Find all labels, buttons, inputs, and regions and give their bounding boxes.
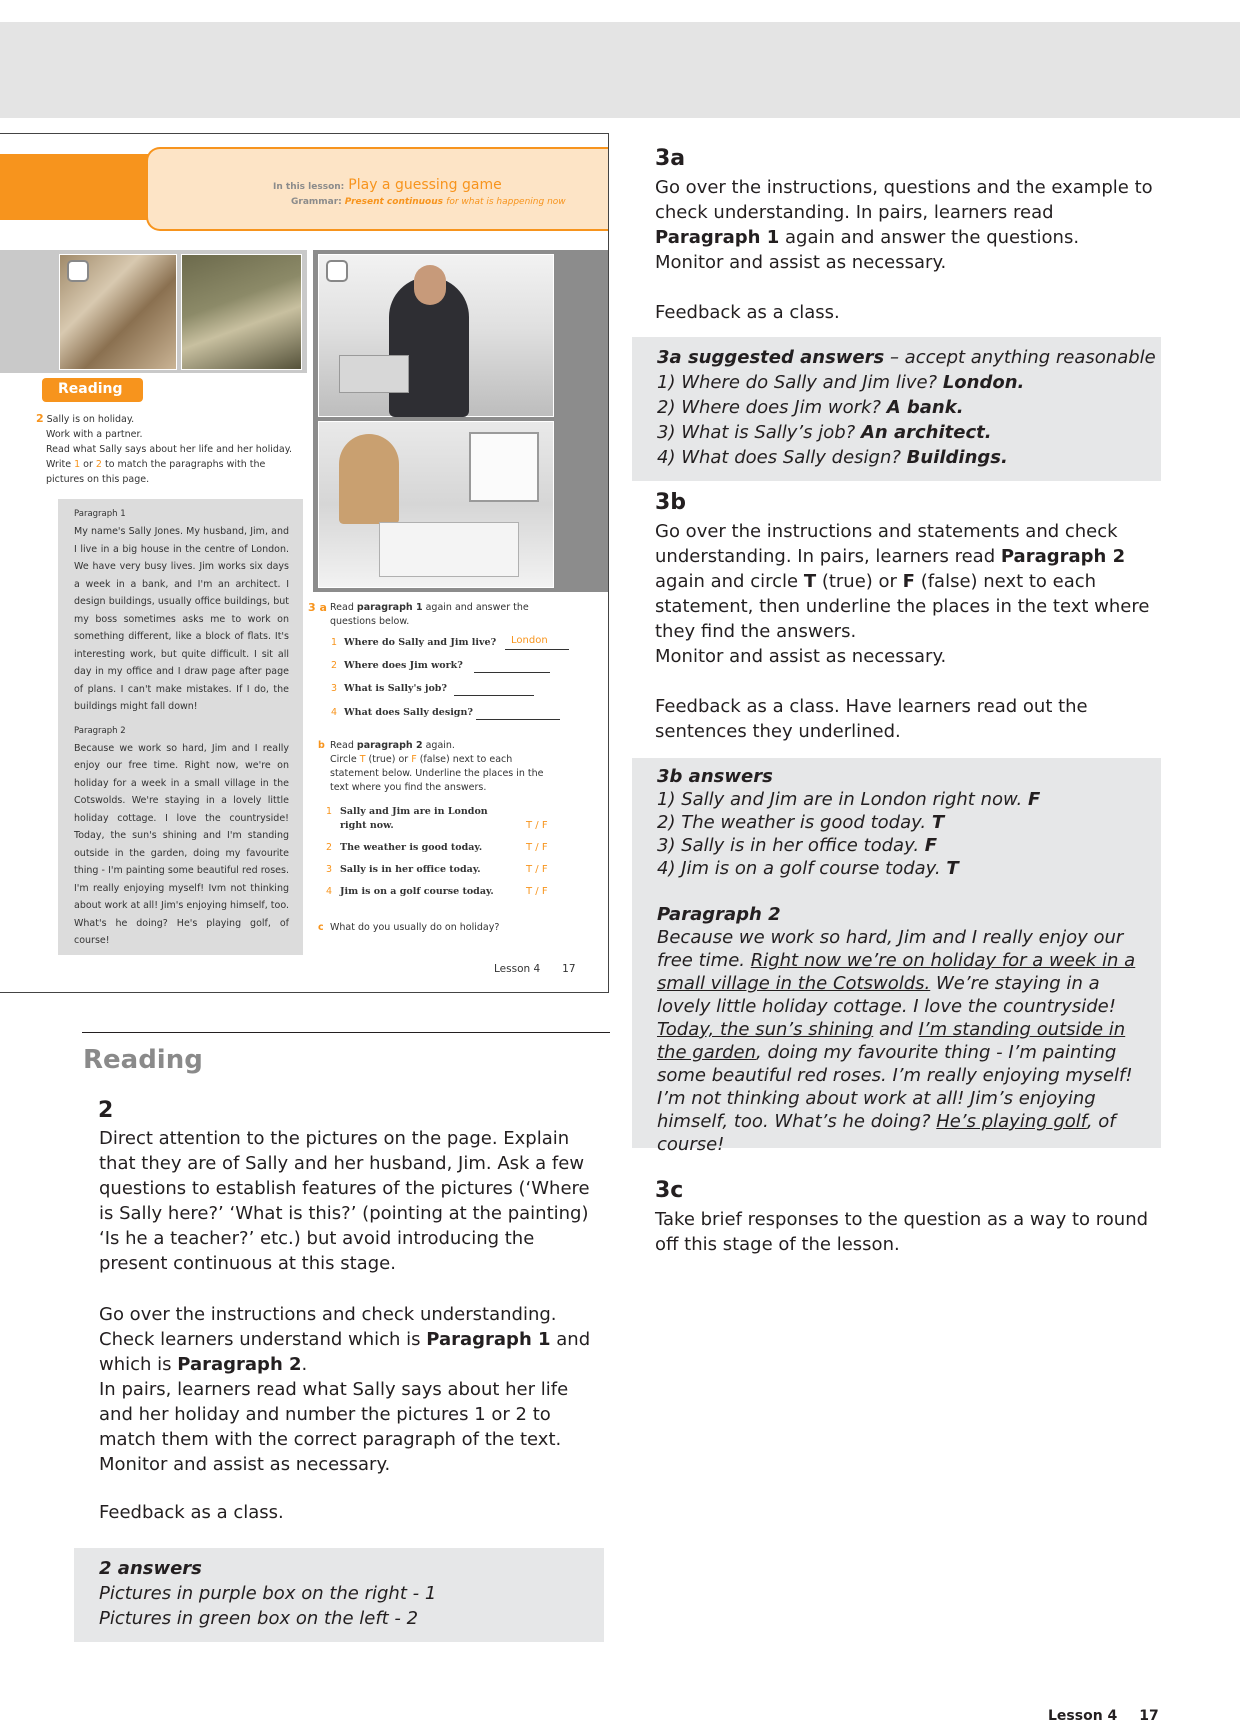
student-book-footer: Lesson 4 17 bbox=[494, 963, 576, 975]
s2-paragraph-3: In pairs, learners read what Sally says about her life and her holiday and number the pictures 1 or 2 to match them with the correct paragraph of the text. bbox=[99, 1379, 569, 1450]
paragraph-2-title: Paragraph 2 bbox=[657, 904, 781, 925]
heading-3a: 3a bbox=[655, 146, 686, 171]
paragraph-2-text: Because we work so hard, Jim and I really enjoy our free time. Right now, we're on holiday for a week in a small village in the Cotswolds. We're staying in a lovely little holiday cottage. I love the countryside! Today, the sun's shining and I'm standing outside in the garden, doing my favourite thing - I'm painting some beautiful red roses. I'm really enjoying myself! Ivm not thinking about work at all! Jim's enjoying himself, too. What's he doing? He's playing golf, of course! bbox=[74, 742, 289, 946]
plans-sheet bbox=[379, 522, 519, 577]
lesson-aim: In this lesson: Play a guessing game bbox=[273, 177, 502, 193]
reading-tab: Reading bbox=[42, 378, 143, 402]
s3a-paragraph-3: Feedback as a class. bbox=[655, 302, 840, 323]
exercise-2-instructions: 2 Sally is on holiday. Work with a partner. Read what Sally says about her life and her holiday. Write 1 or 2 to match the paragraphs with the pictures on this page. bbox=[36, 412, 293, 485]
paragraph-2-heading: Paragraph 2 bbox=[74, 725, 126, 736]
s2-paragraph-1: Direct attention to the pictures on the page. Explain that they are of Sally and her husband, Jim. Ask a few questions to establish features of the pictures (‘Where is Sally here?’ ‘What is this?’ (pointing at the painting) ‘Is he a teacher?’ etc.) but avoid introducing the present continuous at this stage. bbox=[99, 1128, 590, 1274]
s3b-paragraph-2: Monitor and assist as necessary. bbox=[655, 646, 947, 667]
lesson-tab bbox=[0, 154, 150, 220]
answer-blank bbox=[476, 707, 560, 720]
lesson-grammar: Grammar: Present continuous for what is happening now bbox=[291, 197, 566, 207]
heading-3c: 3c bbox=[655, 1178, 684, 1203]
student-book-page: In this lesson: Play a guessing game Grammar: Present continuous for what is happening now Reading 2 Sally is on holiday. Work with a partner. Read what Sally says about her life and her holiday. Write 1 or 2 to match the paragraphs with the pictures on this page. Paragraph 1 My name's Sally Jones. My husband, Jim, and I live in a big house in the centre of London. We have very busy lives. Jim works six days a week in a bank, and I'm an architect. I design buildings, usually office buildings, but my boss sometimes asks me to work on something different, like a block of flats. It's interesting work, but quite difficult. I sit all day in my office and I draw page after page of plans. I can't make mistakes. If I do, the buildings might fall down! Paragraph 2 Because we work so hard, Jim and I really enjoy our free time. Right now, we're on holiday for a week in a small village in the Cotswolds. We're staying in a lovely little holiday cottage. I love the countryside! Today, the sun's shining and I'm standing outside in the garden, doing my favourite thing - I'm painting some beautiful red roses. I'm really enjoying myself! Ivm not thinking about work at all! Jim's enjoying himself, too. What's he doing? He's playing golf, of course! 3 a Read paragraph 1 again and answer the questions below. 1 Where do Sally and Jim live? London 2 Where does Jim work? 3 What is Sally's job? 4 What does Sally design? b Read paragraph 2 again. Circle T (true) or F (false) next to each statement below. Underline the places in the text where you find the answers. 1 Sally and Jim are in London right now. T / F 2 The weather is good today. T / F 3 Sally is in her office today. T / F 4 Jim is on a golf course today. T / F c What do you usually do on holiday? Lesson 4 17 bbox=[0, 133, 609, 993]
s3b-paragraph-1: Go over the instructions and statements and check understanding. In pairs, learners read Paragraph 2 again and circle T (true) or F (false) next to each statement, then underline the places in the text where they find the answers. bbox=[655, 521, 1150, 642]
s2-paragraph-5: Feedback as a class. bbox=[99, 1502, 284, 1523]
office-man-photo bbox=[318, 254, 554, 417]
s3c-paragraph-1: Take brief responses to the question as a way to round off this stage of the lesson. bbox=[655, 1209, 1149, 1255]
monitor bbox=[469, 432, 539, 502]
answer-blank bbox=[474, 660, 550, 673]
s3a-paragraph-2: Monitor and assist as necessary. bbox=[655, 252, 947, 273]
heading-3b: 3b bbox=[655, 490, 687, 515]
reading-text-box bbox=[58, 499, 303, 955]
section-divider bbox=[82, 1032, 610, 1033]
paragraph-1-text: My name's Sally Jones. My husband, Jim, and I live in a big house in the centre of London. We have very busy lives. Jim works six days a week in a bank, and I'm an architect. I design buildings, usually office buildings, but my boss sometimes asks me to work on something different, like a block of flats. It's interesting work, but quite difficult. I sit all day in my office and I draw page after page of plans. I can't make mistakes. If I do, the buildings might fall down! bbox=[74, 526, 289, 712]
s3a-paragraph-1: Go over the instructions, questions and the example to check understanding. In pairs, learners read Paragraph 1 again and answer the questions. bbox=[655, 177, 1153, 248]
s2-paragraph-2: Go over the instructions and check understanding. Check learners understand which is Paragraph 1 and which is Paragraph 2. bbox=[99, 1304, 591, 1375]
answers-box-2: 2 answers Pictures in purple box on the right - 1 Pictures in green box on the left - 2 bbox=[74, 1548, 604, 1642]
answers-box-3a: 3a suggested answers – accept anything reasonable 1) Where do Sally and Jim live? London. 2) Where does Jim work? A bank. 3) What is Sally’s job? An architect. 4) What does Sally design? Buildings. bbox=[632, 337, 1161, 481]
laptop bbox=[339, 355, 409, 393]
header-band bbox=[0, 22, 1240, 118]
office-woman-photo bbox=[318, 421, 554, 588]
picture-number-box bbox=[67, 260, 89, 282]
picture-number-box bbox=[326, 260, 348, 282]
man-head bbox=[414, 265, 446, 305]
paragraph-1-heading: Paragraph 1 bbox=[74, 509, 126, 519]
s3b-paragraph-3: Feedback as a class. Have learners read out the sentences they underlined. bbox=[655, 696, 1088, 742]
page-footer: Lesson 4 17 bbox=[1048, 1708, 1159, 1724]
answers-box-3b: 3b answers 1) Sally and Jim are in London right now. F 2) The weather is good today. T 3) Sally is in her office today. F 4) Jim is on a golf course today. T Paragraph 2 Because we work so hard, Jim and I really enjoy our free time. Right now we’re on holiday for a week in a small village in the Cotswolds. We’re staying in a lovely little holiday cottage. I love the countryside! Today, the sun’s shining and I’m standing outside in the garden, doing my favourite thing - I’m painting some beautiful red roses. I’m really enjoying myself! I’m not thinking about work at all! Jim’s enjoying himself, too. What’s he doing? He’s playing golf, of course! bbox=[632, 758, 1161, 1148]
golf-photo bbox=[181, 254, 302, 370]
paragraph-2-underlined: Because we work so hard, Jim and I really enjoy our free time. Right now we’re on holiday for a week in a small village in the Cotswolds. We’re staying in a lovely little holiday cottage. I love the countryside! Today, the sun’s shining and I’m standing outside in the garden, doing my favourite thing - I’m painting some beautiful red roses. I’m really enjoying myself! I’m not thinking about work at all! Jim’s enjoying himself, too. What’s he doing? He’s playing golf, of course! bbox=[657, 927, 1136, 1155]
answer-blank bbox=[454, 683, 534, 696]
s2-paragraph-4: Monitor and assist as necessary. bbox=[99, 1454, 391, 1475]
woman-figure bbox=[339, 434, 399, 524]
lesson-box bbox=[146, 147, 608, 231]
heading-2: 2 bbox=[98, 1098, 114, 1123]
section-heading-reading: Reading bbox=[83, 1045, 203, 1075]
